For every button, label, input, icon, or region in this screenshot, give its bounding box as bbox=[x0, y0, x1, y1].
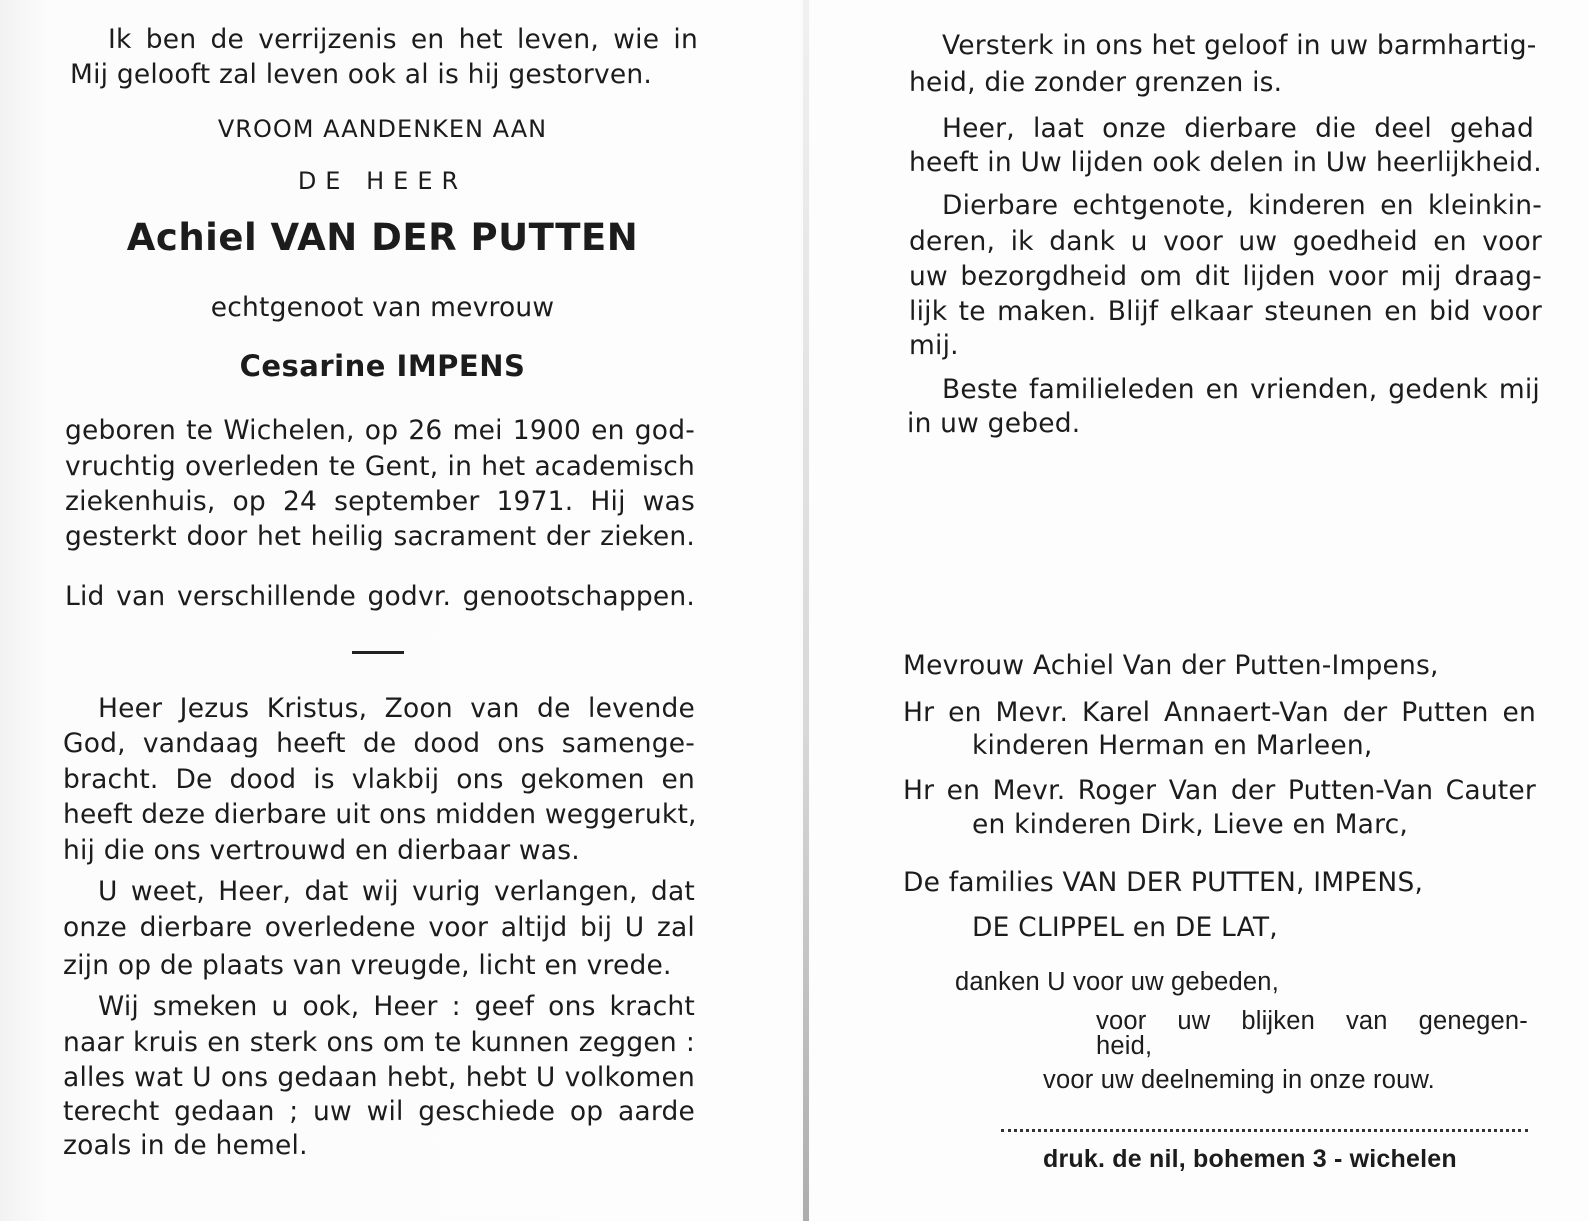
family-line: en kinderen Dirk, Lieve en Marc, bbox=[972, 809, 1409, 840]
family-line: Mevrouw Achiel Van der Putten-Impens, bbox=[903, 650, 1439, 681]
section-divider bbox=[352, 651, 404, 654]
family-line: Hr en Mevr. Karel Annaert-Van der Putten en bbox=[903, 697, 1536, 728]
prayer-line: God, vandaag heeft de dood ons samenge- bbox=[63, 728, 695, 759]
family-line: kinderen Herman en Marleen, bbox=[972, 730, 1373, 761]
families-line: DE CLIPPEL en DE LAT, bbox=[972, 912, 1278, 943]
thanks-line: heid, bbox=[1096, 1032, 1153, 1060]
prayer-line: terecht gedaan ; uw wil geschiede op aarde bbox=[63, 1096, 695, 1127]
title-heading: DE HEER bbox=[297, 167, 468, 195]
prayer-line: heeft in Uw lijden ook delen in Uw heerlijkheid. bbox=[909, 147, 1542, 178]
farewell-line: Dierbare echtgenote, kinderen en kleinkin- bbox=[942, 190, 1542, 221]
epigraph-line: Ik ben de verrijzenis en het leven, wie in bbox=[108, 24, 698, 55]
biography-line: vruchtig overleden te Gent, in het academisch bbox=[65, 451, 695, 482]
prayer-line: alles wat U ons gedaan hebt, hebt U volkomen bbox=[63, 1062, 695, 1093]
farewell-line: mij. bbox=[909, 330, 959, 361]
printer-imprint: druk. de nil, bohemen 3 - wichelen bbox=[1043, 1145, 1457, 1173]
prayer-line: heeft deze dierbare uit ons midden weggerukt, bbox=[63, 799, 697, 830]
printer-separator bbox=[1001, 1129, 1528, 1132]
friends-line: Beste familieleden en vrienden, gedenk mij bbox=[942, 374, 1540, 405]
biography-line: geboren te Wichelen, op 26 mei 1900 en god- bbox=[65, 415, 695, 446]
epigraph-line: Mij gelooft zal leven ook al is hij gestorven. bbox=[70, 59, 653, 90]
prayer-line: onze dierbare overledene voor altijd bij U zal bbox=[63, 912, 695, 943]
spouse-name: Cesarine IMPENS bbox=[239, 349, 526, 383]
farewell-line: uw bezorgdheid om dit lijden voor mij draag- bbox=[909, 261, 1542, 292]
prayer-line: naar kruis en sterk ons om te kunnen zeggen : bbox=[63, 1027, 695, 1058]
prayer-line: Versterk in ons het geloof in uw barmhartig- bbox=[942, 30, 1537, 61]
thanks-line: danken U voor uw gebeden, bbox=[955, 968, 1279, 996]
prayer-line: heid, die zonder grenzen is. bbox=[909, 67, 1283, 98]
farewell-line: deren, ik dank u voor uw goedheid en voor bbox=[909, 226, 1542, 257]
thanks-line: voor uw deelneming in onze rouw. bbox=[1043, 1066, 1435, 1094]
families-line: De families VAN DER PUTTEN, IMPENS, bbox=[903, 867, 1424, 898]
biography-line: gesterkt door het heilig sacrament der zieken. bbox=[65, 521, 695, 552]
in-memory-heading: VROOM AANDENKEN AAN bbox=[217, 115, 548, 143]
prayer-line: Wij smeken u ook, Heer : geef ons kracht bbox=[98, 991, 695, 1022]
prayer-line: Heer Jezus Kristus, Zoon van de levende bbox=[98, 693, 695, 724]
prayer-line: Heer, laat onze dierbare die deel gehad bbox=[942, 113, 1534, 144]
prayer-line: bracht. De dood is vlakbij ons gekomen en bbox=[63, 764, 695, 795]
membership: Lid van verschillende godvr. genootschappen. bbox=[65, 581, 695, 612]
right-page bbox=[810, 0, 1589, 1221]
spouse-intro: echtgenoot van mevrouw bbox=[210, 292, 555, 323]
card-fold bbox=[803, 0, 809, 1221]
thanks-line: voor uw blijken van genegen- bbox=[1096, 1007, 1528, 1035]
deceased-name: Achiel VAN DER PUTTEN bbox=[126, 216, 639, 259]
prayer-line: zoals in de hemel. bbox=[63, 1130, 308, 1161]
prayer-line: hij die ons vertrouwd en dierbaar was. bbox=[63, 835, 580, 866]
friends-line: in uw gebed. bbox=[907, 408, 1081, 439]
family-line: Hr en Mevr. Roger Van der Putten-Van Cauter bbox=[903, 775, 1536, 806]
prayer-line: zijn op de plaats van vreugde, licht en vrede. bbox=[63, 950, 672, 981]
biography-line: ziekenhuis, op 24 september 1971. Hij was bbox=[65, 486, 695, 517]
farewell-line: lijk te maken. Blijf elkaar steunen en bid voor bbox=[909, 296, 1542, 327]
prayer-line: U weet, Heer, dat wij vurig verlangen, dat bbox=[98, 876, 695, 907]
